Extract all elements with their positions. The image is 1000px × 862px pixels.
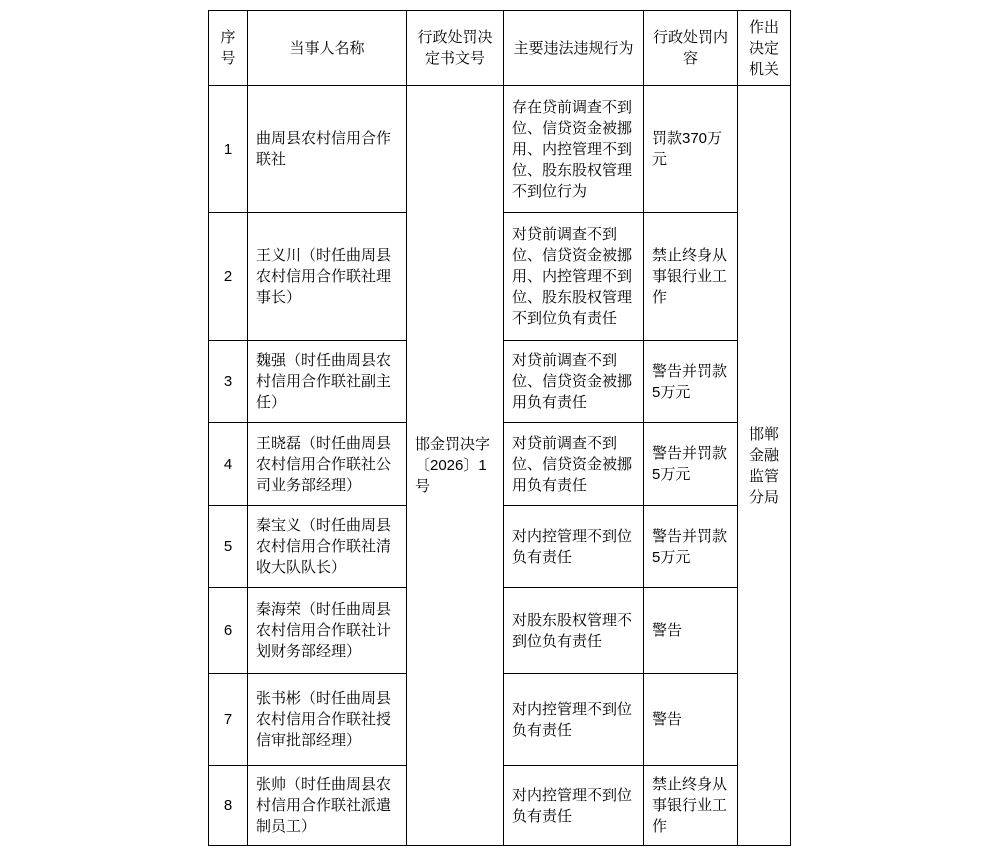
row-5-number: 5 <box>209 506 248 588</box>
row-2-penalty: 禁止终身从事银行业工作 <box>644 213 738 341</box>
authority-cell: 邯郸金融监管分局 <box>738 86 791 846</box>
row-3-number: 3 <box>209 341 248 423</box>
row-7-number: 7 <box>209 674 248 766</box>
row-8-violation: 对内控管理不到位负有责任 <box>504 766 644 846</box>
row-6-number: 6 <box>209 588 248 674</box>
row-6-violation: 对股东股权管理不到位负有责任 <box>504 588 644 674</box>
row-8-penalty: 禁止终身从事银行业工作 <box>644 766 738 846</box>
row-7-name: 张书彬（时任曲周县农村信用合作联社授信审批部经理） <box>248 674 407 766</box>
row-8-number: 8 <box>209 766 248 846</box>
row-3-penalty: 警告并罚款5万元 <box>644 341 738 423</box>
row-4-name: 王晓磊（时任曲周县农村信用合作联社公司业务部经理） <box>248 423 407 506</box>
row-8-name: 张帅（时任曲周县农村信用合作联社派遣制员工） <box>248 766 407 846</box>
header-cell-penalty: 行政处罚内容 <box>644 11 738 86</box>
header-cell-authority: 作出决定机关 <box>738 11 791 86</box>
row-2-name: 王义川（时任曲周县农村信用合作联社理事长） <box>248 213 407 341</box>
row-1-penalty: 罚款370万元 <box>644 86 738 213</box>
row-3-violation: 对贷前调查不到位、信贷资金被挪用负有责任 <box>504 341 644 423</box>
row-7-violation: 对内控管理不到位负有责任 <box>504 674 644 766</box>
document-number-cell: 邯金罚决字〔2026〕1号 <box>407 86 504 846</box>
row-1-name: 曲周县农村信用合作联社 <box>248 86 407 213</box>
table-row <box>209 86 791 213</box>
row-3-name: 魏强（时任曲周县农村信用合作联社副主任） <box>248 341 407 423</box>
penalty-table <box>208 10 791 846</box>
row-4-number: 4 <box>209 423 248 506</box>
row-1-violation: 存在贷前调查不到位、信贷资金被挪用、内控管理不到位、股东股权管理不到位行为 <box>504 86 644 213</box>
row-5-violation: 对内控管理不到位负有责任 <box>504 506 644 588</box>
row-5-penalty: 警告并罚款5万元 <box>644 506 738 588</box>
row-4-penalty: 警告并罚款5万元 <box>644 423 738 506</box>
header-cell-name: 当事人名称 <box>248 11 407 86</box>
header-row <box>209 11 791 86</box>
row-2-number: 2 <box>209 213 248 341</box>
row-7-penalty: 警告 <box>644 674 738 766</box>
row-1-number: 1 <box>209 86 248 213</box>
row-6-name: 秦海荣（时任曲周县农村信用合作联社计划财务部经理） <box>248 588 407 674</box>
header-cell-doc: 行政处罚决定书文号 <box>407 11 504 86</box>
row-4-violation: 对贷前调查不到位、信贷资金被挪用负有责任 <box>504 423 644 506</box>
row-5-name: 秦宝义（时任曲周县农村信用合作联社清收大队队长） <box>248 506 407 588</box>
header-cell-violation: 主要违法违规行为 <box>504 11 644 86</box>
header-cell-no: 序号 <box>209 11 248 86</box>
row-6-penalty: 警告 <box>644 588 738 674</box>
row-2-violation: 对贷前调查不到位、信贷资金被挪用、内控管理不到位、股东股权管理不到位负有责任 <box>504 213 644 341</box>
